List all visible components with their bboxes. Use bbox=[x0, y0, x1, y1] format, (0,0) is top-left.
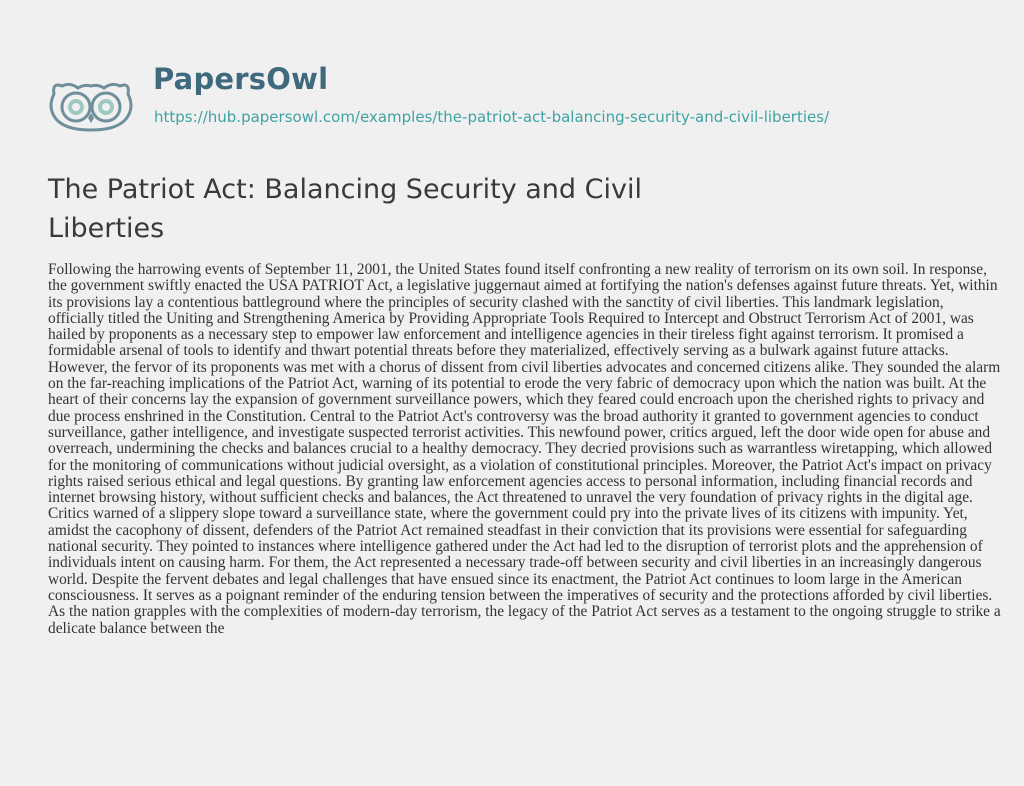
document-body: Following the harrowing events of September 11, 2001, the United States found itself confronting a new reality of terrorism on its own soil. In response, the government swiftly enacted the USA PATRIOT Act, a legislative juggernaut aimed at fortifying the nation's defenses against future threats. Yet, within its provisions lay a contentious battleground where the principles of security clashed with the sanctity of civil liberties. This landmark legislation, officially titled the Uniting and Strengthening America by Providing Appropriate Tools Required to Intercept and Obstruct Terrorism Act of 2001, was hailed by proponents as a necessary step to empower law enforcement and intelligence agencies in their tireless fight against terrorism. It promised a formidable arsenal of tools to identify and thwart potential threats before they materialized, effectively serving as a bulwark against future attacks. However, the fervor of its proponents was met with a chorus of dissent from civil liberties advocates and concerned citizens alike. They sounded the alarm on the far-reaching implications of the Patriot Act, warning of its potential to erode the very fabric of democracy upon which the nation was built. At the heart of their concerns lay the expansion of government surveillance powers, which they feared could encroach upon the cherished rights to privacy and due process enshrined in the Constitution. Central to the Patriot Act's controversy was the broad authority it granted to government agencies to conduct surveillance, gather intelligence, and investigate suspected terrorist activities. This newfound power, critics argued, left the door wide open for abuse and overreach, undermining the checks and balances crucial to a healthy democracy. They decried provisions such as warrantless wiretapping, which allowed for the monitoring of communications without judicial oversight, as a violation of constitutional principles. Moreover, the Patriot Act's impact on privacy rights raised serious ethical and legal questions. By granting law enforcement agencies access to personal information, including financial records and internet browsing history, without sufficient checks and balances, the Act threatened to unravel the very foundation of privacy rights in the digital age. Critics warned of a slippery slope toward a surveillance state, where the government could pry into the private lives of its citizens with impunity. Yet, amidst the cacophony of dissent, defenders of the Patriot Act remained steadfast in their conviction that its provisions were essential for safeguarding national security. They pointed to instances where intelligence gathered under the Act had led to the disruption of terrorist plots and the apprehension of individuals intent on causing harm. For them, the Act represented a necessary trade-off between security and civil liberties in an increasingly dangerous world. Despite the fervent debates and legal challenges that have ensued since its enactment, the Patriot Act continues to loom large in the American consciousness. It serves as a poignant reminder of the enduring tension between the imperatives of security and the protections afforded by civil liberties. As the nation grapples with the complexities of modern-day terrorism, the legacy of the Patriot Act serves as a testament to the ongoing struggle to strike a delicate balance between the bbox=[48, 261, 1001, 637]
site-header bbox=[48, 30, 988, 140]
brand-name[interactable]: PapersOwl bbox=[153, 62, 329, 96]
owl-logo-icon[interactable] bbox=[48, 80, 134, 132]
document-title: The Patriot Act: Balancing Security and Civil Liberties bbox=[48, 174, 642, 244]
source-url[interactable]: https://hub.papersowl.com/examples/the-patriot-act-balancing-security-and-civil-liberties/ bbox=[154, 108, 830, 126]
